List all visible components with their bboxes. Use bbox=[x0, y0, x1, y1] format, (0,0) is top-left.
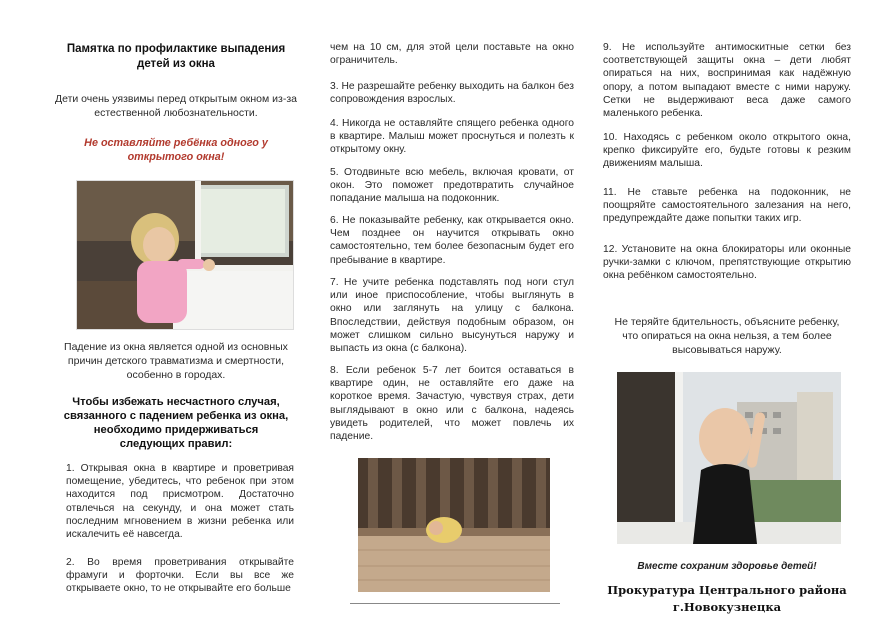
leaflet-title: Памятка по профилактике выпадения детей из окна bbox=[66, 43, 286, 70]
toddler-at-window-photo bbox=[617, 372, 841, 544]
rule-2-continued: чем на 10 см, для этой цели поставьте на окно ограничитель. bbox=[330, 42, 574, 67]
fall-statistics-text: Падение из окна является одной из основных причин детского травматизма и смертности, особенно в городах. bbox=[64, 341, 288, 381]
vigilance-text: Не теряйте бдительность, объясните ребенку, что опираться на окна нельзя, а тем более высовываться наружу. bbox=[614, 316, 840, 356]
rule-7: 7. Не учите ребенка подставлять под ноги стул или иное приспособление, чтобы выглянуть в окно или заглянуть на улицу с балкона. Впоследствии, действуя подобным образом, он может слишком сильно высунуться наружу и выпасть из окна (с балкона). bbox=[330, 277, 574, 355]
rule-8: 8. Если ребенок 5-7 лет боится оставаться в квартире один, не оставляйте его даже на короткое время. Зачастую, чувствуя страх, дети выглядывают в окно или с балкона, надеясь увидеть родителей, что может повлечь их падение. bbox=[330, 365, 574, 443]
rule-2: 2. Во время проветривания открывайте фрамуги и форточки. Если вы все же открываете окно, то не открывайте его больше bbox=[66, 557, 294, 595]
organization-line-2: г.Новокузнецка bbox=[672, 600, 782, 614]
rule-6: 6. Не показывайте ребенку, как открывается окно. Чем позднее он научится открывать окно самостоятельно, тем более безопасным будет его пребывание в квартире. bbox=[330, 215, 574, 266]
organization-name bbox=[603, 582, 851, 616]
rule-3: 3. Не разрешайте ребенку выходить на балкон без сопровождения взрослых. bbox=[330, 81, 574, 106]
organization-line-1: Прокуратура Центрального района bbox=[607, 583, 847, 597]
rules-heading: Чтобы избежать несчастного случая, связанного с падением ребенка из окна, необходимо придерживаться следующих правил: bbox=[63, 396, 289, 450]
girl-at-window-photo bbox=[76, 180, 294, 330]
rule-12: 12. Установите на окна блокираторы или оконные ручки-замки с ключом, препятствующие открытию окна ребёнком самостоятельно. bbox=[603, 244, 851, 282]
rule-1: 1. Открывая окна в квартире и проветривая помещение, убедитесь, что ребенок при этом находится под присмотром. Достаточно отвлечься на секунду, и она может стать последним мгновением в жизни ребенка или искалечить её навсегда. bbox=[66, 463, 294, 541]
rule-5: 5. Отодвиньте всю мебель, включая кровати, от окон. Это поможет предотвратить случайное попадание малыша на подоконник. bbox=[330, 167, 574, 205]
rule-10: 10. Находясь с ребенком около открытого окна, крепко фиксируйте его, будьте готовы к резким движениям малыша. bbox=[603, 132, 851, 170]
warning-text: Не оставляйте ребёнка одного у открытого окна! bbox=[84, 137, 268, 163]
child-on-balcony-photo bbox=[358, 458, 550, 592]
rule-9: 9. Не используйте антимоскитные сетки без соответствующей защиты окна – дети любят опираться на них, воспринимая как надёжную опору, а потом выпадают вместе с ними наружу. Сетки не выдерживают веса даже самого маленького ребенка. bbox=[603, 42, 851, 120]
intro-text: Дети очень уязвимы перед открытым окном из-за естественной любознательности. bbox=[54, 93, 297, 119]
rule-11: 11. Не ставьте ребенка на подоконник, не поощряйте самостоятельного залезания на него, предупреждайте даже попытки таких игр. bbox=[603, 187, 851, 225]
rule-4: 4. Никогда не оставляйте спящего ребенка одного в квартире. Малыш может проснуться и полезть к открытому окну. bbox=[330, 118, 574, 156]
slogan-text: Вместе сохраним здоровье детей! bbox=[637, 561, 817, 572]
divider-line bbox=[350, 603, 560, 604]
